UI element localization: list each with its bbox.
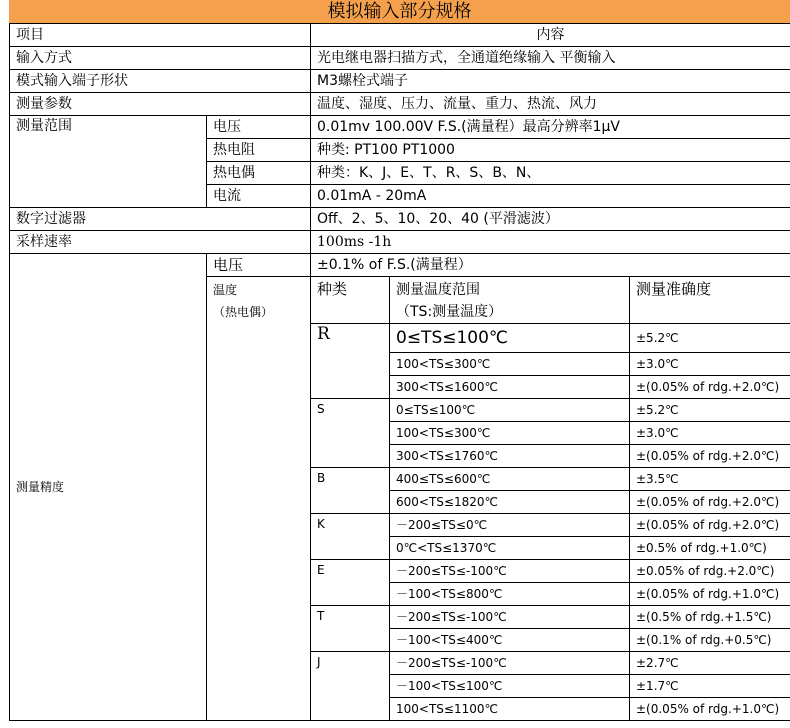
tc-accuracy-cell: ±1.7℃ xyxy=(630,675,790,698)
tc-range-cell: 0℃<TS≤1370℃ xyxy=(390,537,630,560)
tc-accuracy-cell: ±(0.05% of rdg.+1.0℃) xyxy=(630,698,790,721)
value-range-current: 0.01mA - 20mA xyxy=(311,185,790,208)
tc-range-cell: －200≤TS≤-100℃ xyxy=(390,652,630,675)
tc-accuracy-cell: ±(0.05% of rdg.+1.0℃) xyxy=(630,583,790,606)
label-sampling: 采样速率 xyxy=(10,231,311,254)
label-temperature xyxy=(207,277,311,721)
value-sampling: 100ms -1h xyxy=(311,231,790,254)
value-accuracy-voltage: ±0.1% of F.S.(满量程） xyxy=(311,254,790,277)
label-accuracy: 测量精度 xyxy=(10,254,207,721)
tc-range-cell: 300<TS≤1600℃ xyxy=(390,376,630,399)
row-terminal xyxy=(10,70,790,93)
tc-accuracy-cell: ±(0.5% of rdg.+1.5℃) xyxy=(630,606,790,629)
row-range-voltage xyxy=(10,116,790,139)
tc-accuracy-cell: ±0.5% of rdg.+1.0℃) xyxy=(630,537,790,560)
header-row xyxy=(10,24,790,47)
col-range-title: 测量温度范围 xyxy=(396,282,480,298)
tc-accuracy-cell: ±2.7℃ xyxy=(630,652,790,675)
label-range-voltage: 电压 xyxy=(207,116,311,139)
row-filter xyxy=(10,208,790,231)
tc-range-cell: 100<TS≤1100℃ xyxy=(390,698,630,721)
tc-range-cell: 100<TS≤300℃ xyxy=(390,422,630,445)
label-range-tc: 热电偶 xyxy=(207,162,311,185)
tc-type-cell: R xyxy=(311,324,390,399)
tc-type-cell: S xyxy=(311,399,390,468)
col-type-header: 种类 xyxy=(311,277,390,324)
label-range-rtd: 热电阻 xyxy=(207,139,311,162)
tc-type-cell: E xyxy=(311,560,390,606)
tc-range-cell: 400≤TS≤600℃ xyxy=(390,468,630,491)
tc-accuracy-cell: ±(0.05% of rdg.+2.0℃) xyxy=(630,445,790,468)
tc-accuracy-cell: ±(0.1% of rdg.+0.5℃) xyxy=(630,629,790,652)
row-sampling xyxy=(10,231,790,254)
tc-range-cell: －200≤TS≤0℃ xyxy=(390,514,630,537)
row-accuracy-voltage xyxy=(10,254,790,277)
tc-accuracy-cell: ±3.5℃ xyxy=(630,468,790,491)
row-params xyxy=(10,93,790,116)
label-accuracy-voltage: 电压 xyxy=(207,254,311,277)
col-range-header xyxy=(390,277,630,324)
value-range-tc: 种类：K、J、E、T、R、S、B、N、 xyxy=(311,162,790,185)
tc-type-cell: B xyxy=(311,468,390,514)
label-filter: 数字过滤器 xyxy=(10,208,311,231)
tc-accuracy-cell: ±(0.05% of rdg.+2.0℃) xyxy=(630,376,790,399)
label-temperature-1: 温度 xyxy=(213,283,238,297)
row-input-method xyxy=(10,47,790,70)
label-range: 测量范围 xyxy=(10,116,207,208)
tc-accuracy-cell: ±0.05% of rdg.+2.0℃) xyxy=(630,560,790,583)
value-filter: Off、2、5、10、20、40 (平滑滤波） xyxy=(311,208,790,231)
label-params: 测量参数 xyxy=(10,93,311,116)
tc-range-cell: －200≤TS≤-100℃ xyxy=(390,560,630,583)
label-range-current: 电流 xyxy=(207,185,311,208)
tc-type-cell: J xyxy=(311,652,390,721)
tc-accuracy-cell: ±5.2℃ xyxy=(630,399,790,422)
tc-accuracy-cell: ±(0.05% of rdg.+2.0℃) xyxy=(630,514,790,537)
tc-type-cell: T xyxy=(311,606,390,652)
value-terminal: M3螺栓式端子 xyxy=(311,70,790,93)
label-temperature-2: （热电偶） xyxy=(213,305,274,319)
tc-range-cell: －200≤TS≤-100℃ xyxy=(390,606,630,629)
value-range-voltage: 0.01mv 100.00V F.S.(满量程）最高分辨率1μV xyxy=(311,116,790,139)
tc-accuracy-cell: ±3.0℃ xyxy=(630,422,790,445)
value-range-rtd: 种类: PT100 PT1000 xyxy=(311,139,790,162)
value-input-method: 光电继电器扫描方式，全通道绝缘输入 平衡输入 xyxy=(311,47,790,70)
tc-range-cell: 0≤TS≤100℃ xyxy=(390,399,630,422)
tc-accuracy-cell: ±5.2℃ xyxy=(630,324,790,353)
tc-range-cell: －100<TS≤800℃ xyxy=(390,583,630,606)
col-accuracy-header: 测量准确度 xyxy=(630,277,790,324)
table-title: 模拟输入部分规格 xyxy=(9,0,790,23)
header-content: 内容 xyxy=(311,24,790,47)
col-range-note: （TS:测量温度） xyxy=(396,304,503,320)
tc-accuracy-cell: ±3.0℃ xyxy=(630,353,790,376)
header-item: 项目 xyxy=(10,24,311,47)
tc-range-cell: 300<TS≤1760℃ xyxy=(390,445,630,468)
label-terminal: 模式输入端子形状 xyxy=(10,70,311,93)
value-params: 温度、湿度、压力、流量、重力、热流、风力 xyxy=(311,93,790,116)
tc-range-cell: 0≤TS≤100℃ xyxy=(390,324,630,353)
tc-range-cell: －100<TS≤100℃ xyxy=(390,675,630,698)
spec-table xyxy=(9,23,790,721)
tc-range-cell: 100<TS≤300℃ xyxy=(390,353,630,376)
tc-range-cell: －100<TS≤400℃ xyxy=(390,629,630,652)
tc-accuracy-cell: ±(0.05% of rdg.+2.0℃) xyxy=(630,491,790,514)
tc-range-cell: 600<TS≤1820℃ xyxy=(390,491,630,514)
label-input-method: 输入方式 xyxy=(10,47,311,70)
tc-type-cell: K xyxy=(311,514,390,560)
